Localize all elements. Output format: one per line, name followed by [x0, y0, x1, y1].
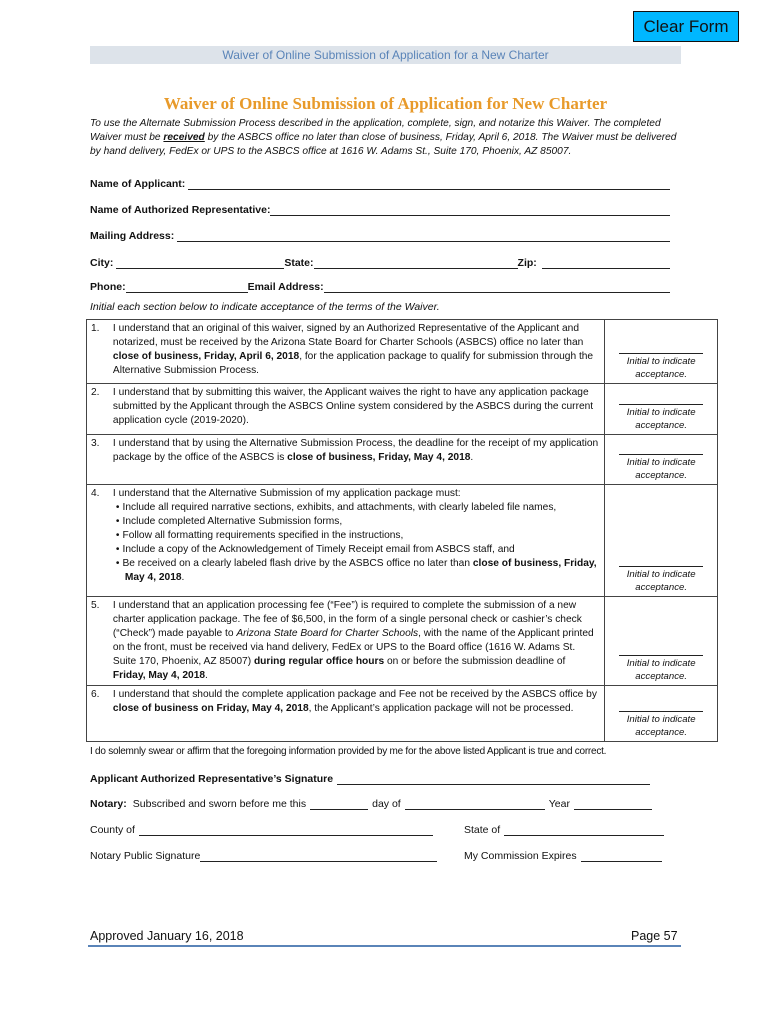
- commission-label: My Commission Expires: [464, 850, 577, 862]
- commission-field[interactable]: [581, 849, 662, 862]
- city-state-zip-row: [90, 256, 670, 269]
- term-text: I understand that should the complete application package and Fee not be received by the ASBCS office by close of business on Friday, May 4, 2018, the Applicant’s application package will not be processed.: [109, 686, 605, 742]
- applicant-name-label: Name of Applicant:: [90, 178, 186, 190]
- day-of-label: day of: [372, 798, 401, 810]
- county-label: County of: [90, 824, 135, 836]
- month-field[interactable]: [405, 797, 545, 810]
- day-field[interactable]: [310, 797, 368, 810]
- clear-form-button[interactable]: Clear Form: [633, 11, 739, 42]
- initial-label: Initial to indicate: [626, 569, 696, 580]
- list-item: • Include a copy of the Acknowledgement of Timely Receipt email from ASBCS staff, and: [125, 543, 600, 557]
- term-row-5: [87, 597, 718, 686]
- initial-box[interactable]: [605, 686, 718, 742]
- email-label: Email Address:: [247, 281, 324, 293]
- zip-label: Zip:: [517, 257, 537, 269]
- term-number: 6.: [87, 686, 109, 742]
- initial-label: acceptance.: [635, 582, 688, 593]
- initial-box[interactable]: [605, 597, 718, 686]
- initial-label: Initial to indicate: [626, 407, 696, 418]
- notary-signature-label: Notary Public Signature: [90, 850, 201, 862]
- header-banner: Waiver of Online Submission of Application for a New Charter: [90, 46, 681, 64]
- mailing-address-field[interactable]: [177, 229, 670, 242]
- state-of-label: State of: [464, 824, 501, 836]
- term-row-3: [87, 435, 718, 485]
- year-field[interactable]: [574, 797, 652, 810]
- initial-instruction: Initial each section below to indicate acceptance of the terms of the Waiver.: [90, 301, 440, 313]
- city-field[interactable]: [116, 256, 284, 269]
- initial-line: [619, 404, 703, 405]
- term-number: 1.: [87, 320, 109, 384]
- initial-line: [619, 655, 703, 656]
- phone-field[interactable]: [126, 280, 248, 293]
- state-of-field[interactable]: [504, 823, 664, 836]
- notary-signature-row: [90, 849, 437, 862]
- county-field[interactable]: [139, 823, 433, 836]
- initial-label: acceptance.: [635, 727, 688, 738]
- phone-email-row: [90, 280, 670, 293]
- term-row-4: [87, 485, 718, 597]
- state-field[interactable]: [314, 256, 518, 269]
- state-of-row: [464, 823, 664, 836]
- initial-label: acceptance.: [635, 420, 688, 431]
- term-number: 5.: [87, 597, 109, 686]
- initial-line: [619, 353, 703, 354]
- list-item: • Be received on a clearly labeled flash drive by the ASBCS office no later than close of business, Friday, May 4, 2018.: [125, 557, 600, 585]
- initial-line: [619, 454, 703, 455]
- initial-line: [619, 566, 703, 567]
- initial-label: Initial to indicate: [626, 356, 696, 367]
- term-number: 3.: [87, 435, 109, 485]
- rep-signature-label: Applicant Authorized Representative’s Signature: [90, 773, 334, 785]
- representative-label: Name of Authorized Representative:: [90, 204, 271, 216]
- term-number: 4.: [87, 485, 109, 597]
- initial-box[interactable]: [605, 485, 718, 597]
- list-item: • Follow all formatting requirements specified in the instructions,: [125, 529, 600, 543]
- state-label: State:: [284, 257, 314, 269]
- intro-paragraph: To use the Alternate Submission Process described in the application, complete, sign, and notarize this Waiver. The completed Waiver must be received by the ASBCS office no later than close of business, Friday, April 6, 2018. The Waiver must be delivered by hand delivery, FedEx or UPS to the ASBCS office at 1616 W. Adams St., Suite 170, Phoenix, AZ 85007.: [90, 118, 677, 157]
- initial-label: Initial to indicate: [626, 714, 696, 725]
- initial-box[interactable]: [605, 320, 718, 384]
- term-row-2: [87, 384, 718, 435]
- year-label: Year: [548, 798, 570, 810]
- notary-signature-field[interactable]: [200, 849, 437, 862]
- requirements-list: [113, 501, 600, 585]
- rep-signature-row: [90, 772, 650, 785]
- applicant-name-row: [90, 177, 670, 190]
- county-row: [90, 823, 433, 836]
- representative-field[interactable]: [270, 203, 670, 216]
- term-text: I understand that by submitting this waiver, the Applicant waives the right to have any application package submitted by the Applicant through the ASBCS Online system considered by the ASBCS during the current application cycle (2019-2020).: [109, 384, 605, 435]
- notary-row: [90, 797, 652, 810]
- phone-label: Phone:: [90, 281, 126, 293]
- zip-field[interactable]: [542, 256, 670, 269]
- initial-box[interactable]: [605, 435, 718, 485]
- term-row-1: [87, 320, 718, 384]
- term-text: I understand that an application processing fee (“Fee”) is required to complete the submission of a new charter application package. The fee of $6,500, in the form of a single personal check or cashier’s check (“Check”) made payable to Arizona State Board for Charter Schools, with the name of the Applicant printed on the front, must be received via hand delivery, FedEx or UPS to the Board office (1616 W. Adams St. Suite 170, Phoenix, AZ 85007) during regular office hours on or before the submission deadline of Friday, May 4, 2018.: [109, 597, 605, 686]
- term-text: I understand that an original of this waiver, signed by an Authorized Representative of the Applicant and notarized, must be received by the Arizona State Board for Charter Schools (ASBCS) office no later than close of business, Friday, April 6, 2018, for the application package to qualify for submission through the Alternative Submission Process.: [109, 320, 605, 384]
- footer-approved: Approved January 16, 2018: [90, 929, 244, 943]
- commission-row: [464, 849, 662, 862]
- mailing-address-label: Mailing Address:: [90, 230, 175, 242]
- applicant-name-field[interactable]: [188, 177, 670, 190]
- initial-label: Initial to indicate: [626, 457, 696, 468]
- initial-label: acceptance.: [635, 470, 688, 481]
- footer-page-number: Page 57: [631, 929, 678, 943]
- list-item: • Include completed Alternative Submission forms,: [125, 515, 600, 529]
- notary-label: Notary:: [90, 798, 127, 810]
- subscribed-label: Subscribed and sworn before me this: [132, 798, 307, 810]
- term-text: I understand that by using the Alternative Submission Process, the deadline for the receipt of my application package by the office of the ASBCS is close of business, Friday, May 4, 2018.: [109, 435, 605, 485]
- email-field[interactable]: [324, 280, 670, 293]
- mailing-address-row: [90, 229, 670, 242]
- representative-row: [90, 203, 670, 216]
- term-number: 2.: [87, 384, 109, 435]
- initial-label: acceptance.: [635, 671, 688, 682]
- term-row-6: [87, 686, 718, 742]
- terms-table: [86, 319, 718, 742]
- initial-box[interactable]: [605, 384, 718, 435]
- page-title: Waiver of Online Submission of Application for New Charter: [163, 94, 608, 113]
- term-text: I understand that the Alternative Submission of my application package must: • Include all required narrative sections, exhibits, and attachments, with clearly labeled file names, • Include completed Alternative Submission forms, • Follow all formatting requirements specified in the instructions, • Include a copy of the Acknowledgement of Timely Receipt email from ASBCS staff, and • Be received on a clearly labeled flash drive by the ASBCS office no later than close of business, Friday, May 4, 2018.: [109, 485, 605, 597]
- city-label: City:: [90, 257, 114, 269]
- rep-signature-field[interactable]: [337, 772, 650, 785]
- initial-label: acceptance.: [635, 369, 688, 380]
- footer-rule: [88, 945, 681, 947]
- initial-label: Initial to indicate: [626, 658, 696, 669]
- oath-statement: I do solemnly swear or affirm that the foregoing information provided by me for the above listed Applicant is true and correct.: [90, 746, 607, 757]
- initial-line: [619, 711, 703, 712]
- list-item: • Include all required narrative sections, exhibits, and attachments, with clearly labeled file names,: [125, 501, 600, 515]
